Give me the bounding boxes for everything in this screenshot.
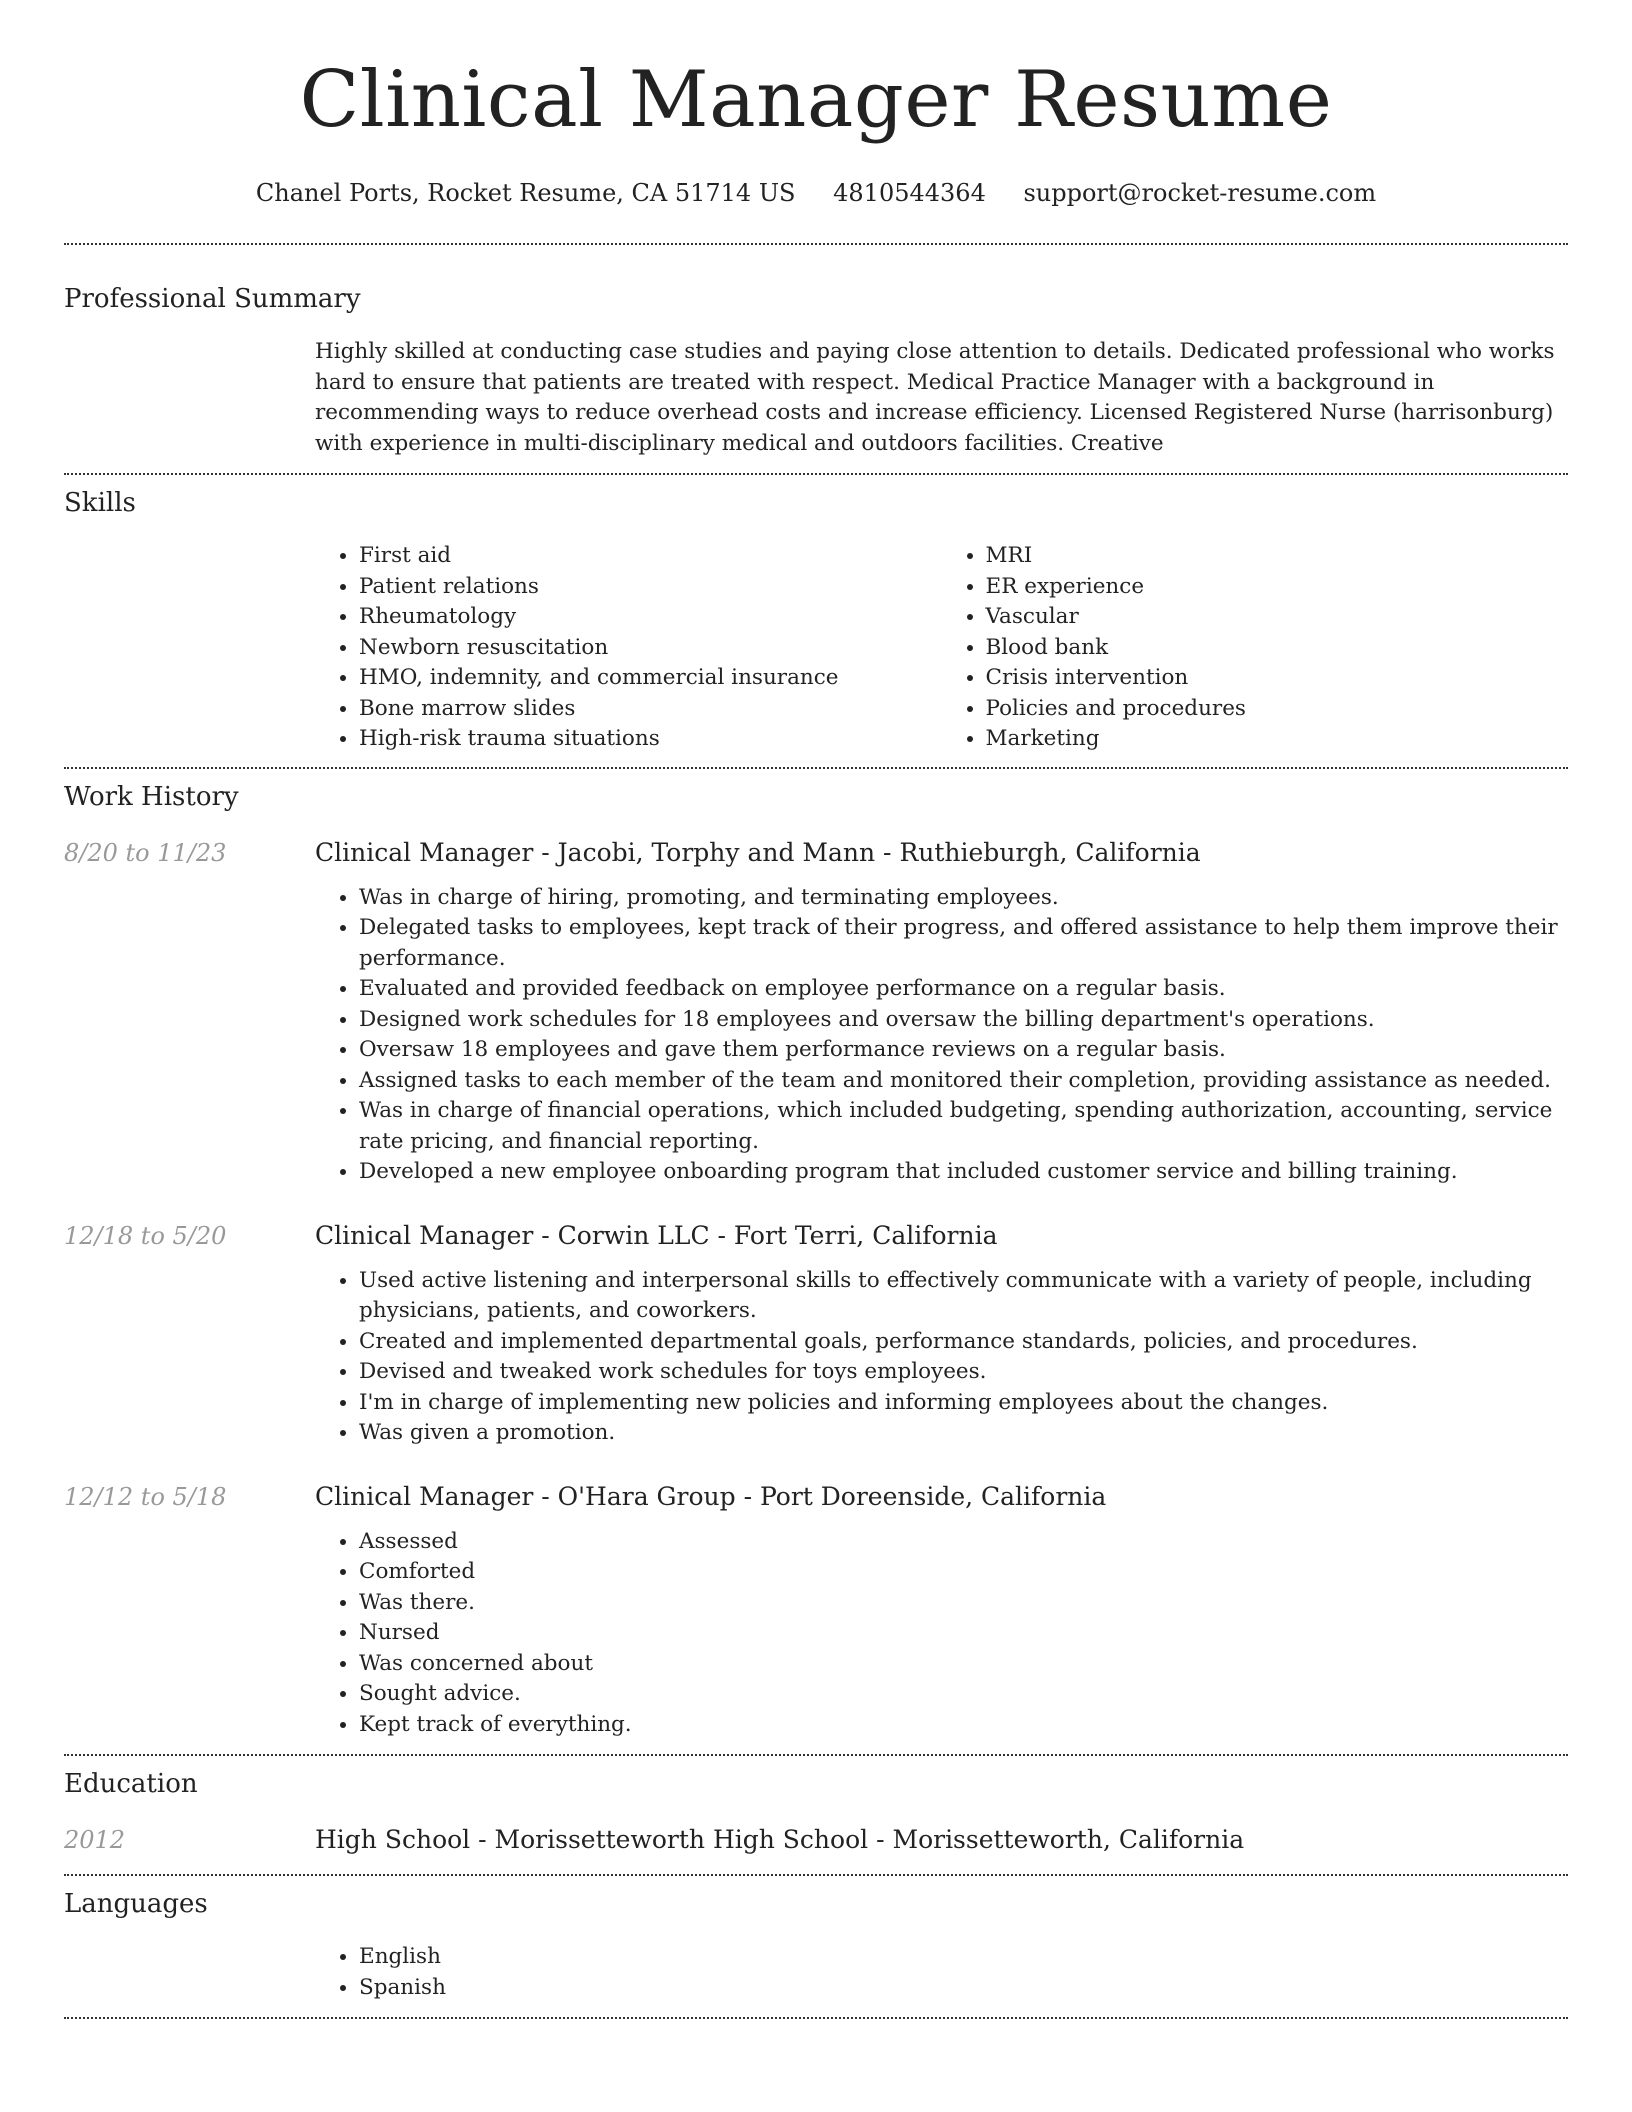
job-bullet: • Kept track of everything. <box>359 1710 1568 1741</box>
skills-list-right <box>942 541 1569 755</box>
job-bullets <box>315 883 1568 1188</box>
job-title: Clinical Manager - Jacobi, Torphy and Mann - Ruthieburgh, California <box>315 837 1201 867</box>
languages-list <box>315 1942 1568 2003</box>
job-header <box>64 1481 1568 1513</box>
languages-heading: Languages <box>64 1889 208 1919</box>
job-bullet: • Was given a promotion. <box>359 1418 1568 1449</box>
job-header <box>64 1220 1568 1252</box>
languages-content <box>315 1942 1568 2003</box>
divider <box>64 1874 1568 1876</box>
education-title: High School - Morissetteworth High School - Morissetteworth, California <box>315 1825 1245 1854</box>
resume-page <box>64 0 1568 2019</box>
skill-item: • First aid <box>359 541 942 572</box>
job-bullet: • Devised and tweaked work schedules for toys employees. <box>359 1357 1568 1388</box>
divider <box>64 767 1568 769</box>
skill-item: • Patient relations <box>359 572 942 603</box>
job-bullet: • Nursed <box>359 1618 1568 1649</box>
job-bullet: • Comforted <box>359 1557 1568 1588</box>
skills-grid <box>315 541 1568 755</box>
skill-item: • Newborn resuscitation <box>359 633 942 664</box>
summary-heading: Professional Summary <box>64 284 361 314</box>
skills-list-left <box>315 541 942 755</box>
job-dates: 8/20 to 11/23 <box>64 838 227 867</box>
job-bullet: • Designed work schedules for 18 employees and oversaw the billing department's operations. <box>359 1005 1568 1036</box>
job-bullet: • Was concerned about <box>359 1649 1568 1680</box>
skill-item: • High-risk trauma situations <box>359 724 942 755</box>
job-bullet: • I'm in charge of implementing new policies and informing employees about the changes. <box>359 1388 1568 1419</box>
skill-item: • HMO, indemnity, and commercial insurance <box>359 663 942 694</box>
education-year: 2012 <box>64 1826 126 1854</box>
skill-item: • Policies and procedures <box>986 694 1569 725</box>
skill-item: • ER experience <box>986 572 1569 603</box>
job-bullet: • Delegated tasks to employees, kept track of their progress, and offered assistance to help them improve their performance. <box>359 913 1568 974</box>
job-title: Clinical Manager - O'Hara Group - Port Doreenside, California <box>315 1481 1107 1511</box>
skill-item: • Crisis intervention <box>986 663 1569 694</box>
job-entry <box>64 1220 1568 1449</box>
skill-item: • MRI <box>986 541 1569 572</box>
job-dates: 12/18 to 5/20 <box>64 1221 227 1250</box>
divider <box>64 473 1568 475</box>
education-entry <box>64 1824 1568 1856</box>
skill-item: • Blood bank <box>986 633 1569 664</box>
language-item: • Spanish <box>359 1973 1568 2004</box>
job-bullet: • Developed a new employee onboarding program that included customer service and billing training. <box>359 1157 1568 1188</box>
education-heading: Education <box>64 1769 198 1799</box>
job-bullet: • Assessed <box>359 1527 1568 1558</box>
job-dates: 12/12 to 5/18 <box>64 1482 227 1511</box>
language-item: • English <box>359 1942 1568 1973</box>
job-bullet: • Was in charge of financial operations, which included budgeting, spending authorization, accounting, service rate pricing, and financial reporting. <box>359 1096 1568 1157</box>
job-details <box>315 883 1568 1188</box>
skill-item: • Marketing <box>986 724 1569 755</box>
page-title: Clinical Manager Resume <box>299 55 1333 145</box>
job-bullet: • Sought advice. <box>359 1679 1568 1710</box>
job-bullet: • Assigned tasks to each member of the team and monitored their completion, providing assistance as needed. <box>359 1066 1568 1097</box>
job-bullet: • Was in charge of hiring, promoting, and terminating employees. <box>359 883 1568 914</box>
job-bullet: • Used active listening and interpersonal skills to effectively communicate with a variety of people, including physicians, patients, and coworkers. <box>359 1266 1568 1327</box>
contact-phone: 4810544364 <box>833 179 986 207</box>
divider <box>64 243 1568 245</box>
job-entry <box>64 1481 1568 1741</box>
job-entry <box>64 837 1568 1188</box>
job-header <box>64 837 1568 869</box>
contact-email: support@rocket-resume.com <box>1023 179 1377 207</box>
skill-item: • Rheumatology <box>359 602 942 633</box>
work-heading: Work History <box>64 781 239 812</box>
skill-item: • Bone marrow slides <box>359 694 942 725</box>
job-details <box>315 1527 1568 1741</box>
contact-line <box>64 178 1568 208</box>
divider <box>64 2017 1568 2019</box>
skill-item: • Vascular <box>986 602 1569 633</box>
contact-address: Chanel Ports, Rocket Resume, CA 51714 US <box>255 179 796 207</box>
job-bullets <box>315 1527 1568 1741</box>
job-details <box>315 1266 1568 1449</box>
job-bullet: • Created and implemented departmental goals, performance standards, policies, and procedures. <box>359 1327 1568 1358</box>
job-bullet: • Oversaw 18 employees and gave them performance reviews on a regular basis. <box>359 1035 1568 1066</box>
skills-heading: Skills <box>64 488 136 518</box>
job-title: Clinical Manager - Corwin LLC - Fort Terri, California <box>315 1220 998 1250</box>
job-bullets <box>315 1266 1568 1449</box>
divider <box>64 1754 1568 1756</box>
job-bullet: • Was there. <box>359 1588 1568 1619</box>
job-bullet: • Evaluated and provided feedback on employee performance on a regular basis. <box>359 974 1568 1005</box>
summary-text: Highly skilled at conducting case studies and paying close attention to details. Dedicated professional who works hard to ensure that patients are treated with respect. Medical Practice Manager with a background in recommending ways to reduce overhead costs and increase efficiency. Licensed Registered Nurse (harrisonburg) with experience in multi-disciplinary medical and outdoors facilities. Creative <box>315 339 1555 456</box>
